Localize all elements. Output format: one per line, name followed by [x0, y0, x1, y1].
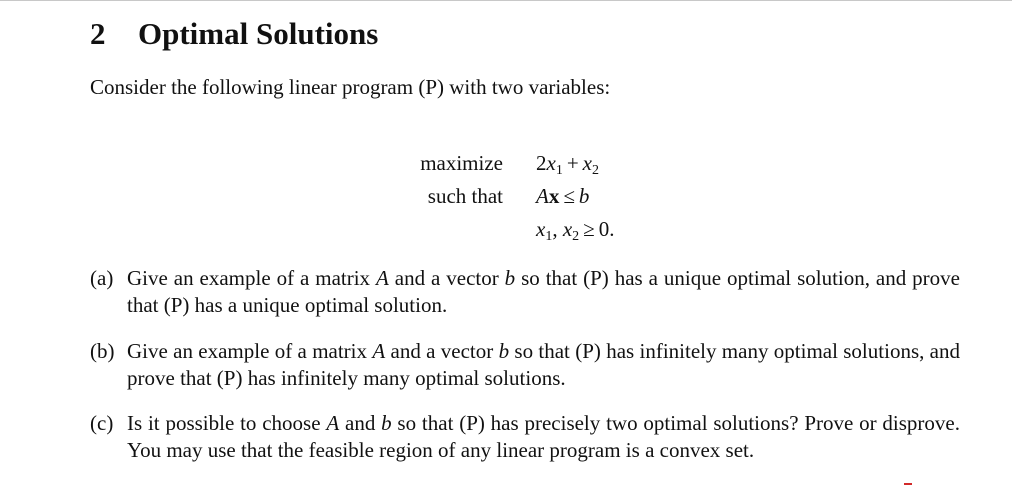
red-pen-mark	[904, 483, 912, 485]
nonneg-var1: x	[536, 217, 546, 241]
list-item-c	[90, 410, 960, 464]
item-marker: (b)	[90, 339, 115, 363]
nonneg-op: ≥	[583, 217, 595, 241]
lp-nonnegativity	[536, 215, 614, 243]
lp-constraint	[536, 182, 589, 210]
objective-sub2: 2	[592, 163, 599, 178]
constraint-vector: x	[548, 184, 560, 208]
lp-constraint-label: such that	[427, 184, 503, 208]
top-rule	[0, 0, 1012, 1]
nonneg-var2: x	[562, 217, 573, 241]
objective-sub1: 1	[555, 163, 563, 178]
nonneg-sub1: 1	[545, 229, 553, 244]
objective-var2: x	[582, 151, 592, 175]
constraint-matrix: A	[536, 184, 549, 208]
objective-coef: 2	[536, 151, 547, 175]
constraint-op: ≤	[563, 184, 575, 208]
section-number: 2	[90, 16, 106, 51]
lp-objective-label: maximize	[420, 151, 503, 175]
nonneg-rhs: 0.	[598, 217, 615, 241]
section-title: Optimal Solutions	[138, 16, 379, 51]
nonneg-sep: ,	[552, 217, 558, 241]
objective-op: +	[566, 151, 579, 175]
item-text: Is it possible to choose A and b so that (P) has precisely two optimal solutions? Prove or disprove. You may use that the feasible region of any linear program is a convex set.	[127, 411, 960, 462]
section-heading	[90, 14, 378, 54]
item-text: Give an example of a matrix A and a vector b so that (P) has a unique optimal solution, and prove that (P) has a unique optimal solution.	[127, 266, 960, 317]
item-marker: (c)	[90, 411, 114, 435]
item-text: Give an example of a matrix A and a vector b so that (P) has infinitely many optimal solutions, and prove that (P) has infinitely many optimal solutions.	[127, 339, 961, 390]
lp-objective	[536, 149, 599, 177]
constraint-rhs: b	[578, 184, 590, 208]
list-item-b	[90, 338, 960, 392]
objective-var1: x	[546, 151, 556, 175]
list-item-a	[90, 265, 960, 319]
nonneg-sub2: 2	[572, 229, 580, 244]
item-marker: (a)	[90, 266, 114, 290]
intro-text: Consider the following linear program (P) with two variables:	[90, 75, 611, 99]
